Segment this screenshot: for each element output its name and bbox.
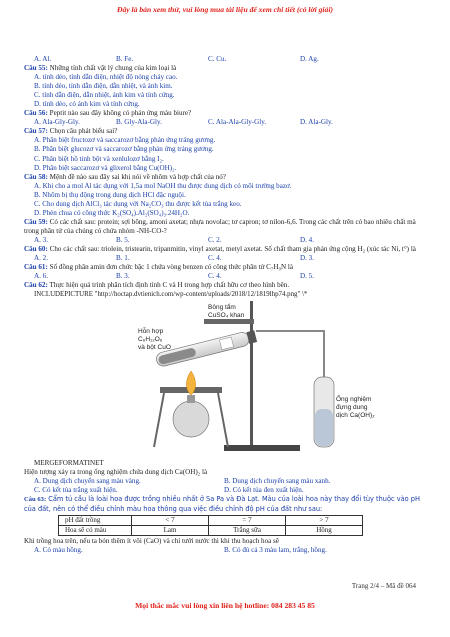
q59-option-b[interactable]: B. 5. — [116, 235, 130, 244]
table-cell: = 7 — [209, 515, 286, 525]
q62-option-b[interactable]: B. Dung dịch chuyển sang màu xanh. — [224, 477, 331, 486]
q63-text: Cẩm tú cầu là loài hoa được trồng nhiều nhất ở Sa Pa và Đà Lạt. Màu của loài hoa này thay đổi tùy thuộc vào pH của đất, nên có thể điều chỉnh màu hoa thông qua việc điều chỉnh độ pH của đất như sau: — [24, 495, 420, 514]
q59-options — [24, 236, 424, 245]
q55-option-b[interactable]: B. tính dẻo, tính dẫn điện, dẫn nhiệt, và ánh kim. — [34, 82, 173, 91]
q62-question: Hiện tượng xảy ra trong ống nghiệm chứa dung dịch Ca(OH)₂ là — [24, 468, 208, 477]
flame-icon — [186, 371, 195, 395]
exam-content — [24, 55, 424, 555]
q63-question: Khi trồng hoa trên, nếu ta bón thêm ít vôi (CaO) và chỉ tưới nước thì khi thu hoạch hoa sẽ — [24, 536, 279, 545]
q56-label: Câu 56: — [24, 109, 48, 118]
label-mixture-1: Hỗn hợp — [138, 328, 164, 336]
q60-option-d[interactable]: D. 3. — [300, 254, 314, 263]
q62-options-row1 — [24, 477, 424, 486]
label-cuso4: CuSO₄ khan — [208, 312, 245, 320]
q57-option-c[interactable]: C. Phân biệt hồ tinh bột và xenlulozơ bằng I₂. — [34, 154, 164, 163]
tripod-leg — [218, 393, 228, 447]
label-cotton: Bông tẩm — [208, 304, 236, 312]
label-mixture-2: C₆H₁₂O₆ — [138, 336, 163, 344]
table-cell: Trắng sữa — [209, 525, 286, 535]
q54-option-a[interactable]: A. Al. — [34, 55, 52, 63]
q58-option-a[interactable]: A. Khi cho a mol Al tác dụng với 1,5a mol NaOH thu được dung dịch có môi trường bazơ. — [34, 181, 292, 190]
q62-text: Thực hiện quá trình phân tích định tính C và H trong hợp chất hữu cơ theo hình bên. — [49, 281, 290, 290]
lime-water — [315, 409, 333, 446]
preview-banner: Đây là bản xem thử, vui lòng mua tài liệu để xem chi tiết (có lời giải) — [117, 5, 333, 14]
q56-option-c[interactable]: C. Ala-Ala-Gly-Gly. — [208, 118, 267, 127]
table-cell: Lam — [132, 525, 209, 535]
experiment-diagram — [24, 299, 424, 459]
tripod-leg — [154, 393, 164, 447]
q55-option-a[interactable]: A. tính dẻo, tính dẫn điện, nhiệt độ nóng chảy cao. — [34, 73, 178, 82]
label-mixture-3: và bột CuO — [138, 344, 171, 352]
q56-options — [24, 118, 424, 127]
hotline-banner: Mọi thắc mắc vui lòng xin liên hệ hotline: 084 283 45 85 — [135, 601, 315, 610]
label-tube-2: đựng dung — [336, 404, 368, 412]
q61-text: Số đồng phân amin đơn chức bậc 1 chứa vòng benzen có công thức phân tử C₇H₉N là — [49, 263, 293, 272]
table-cell: Hoa sẽ có màu — [59, 525, 132, 535]
table-cell: pH đất trồng — [59, 515, 132, 525]
question-57 — [24, 127, 424, 136]
q56-option-d[interactable]: D. Ala-Gly. — [300, 118, 333, 127]
mergeformat-field: MERGEFORMATINET — [34, 459, 104, 468]
page-number: Trang 2/4 – Mã đề 064 — [351, 582, 416, 590]
q56-option-a[interactable]: A. Ala-Gly-Gly. — [34, 118, 80, 127]
table-cell: < 7 — [132, 515, 209, 525]
table-row — [59, 515, 363, 525]
q62-option-c[interactable]: C. Có kết tủa trắng xuất hiện. — [34, 486, 118, 495]
question-63 — [24, 495, 424, 513]
q54-option-d[interactable]: D. Ag. — [300, 55, 319, 63]
q58-text: Mệnh đề nào sau đây sai khi nói về nhôm và hợp chất của nó? — [49, 172, 226, 181]
q60-option-b[interactable]: B. 1. — [116, 254, 130, 263]
lamp-wick — [187, 395, 195, 403]
q62-option-d[interactable]: D. Có kết tủa đen xuất hiện. — [224, 486, 304, 495]
q55-option-d[interactable]: D. tính dẻo, có ánh kim và tính cứng. — [34, 100, 140, 109]
q63-option-b[interactable]: B. Có đủ cả 3 màu lam, trắng, hồng. — [224, 545, 327, 554]
q61-label: Câu 61: — [24, 263, 48, 272]
q61-option-a[interactable]: A. 6. — [34, 272, 48, 281]
q56-text: Peptit nào sau đây không có phản ứng màu biure? — [49, 109, 192, 118]
question-55 — [24, 64, 424, 73]
q57-label: Câu 57: — [24, 127, 48, 136]
question-56 — [24, 109, 424, 118]
q59-option-c[interactable]: C. 2. — [208, 235, 222, 244]
q59-option-a[interactable]: A. 3. — [34, 235, 48, 244]
q58-option-d[interactable]: D. Phèn chua có công thức K₂(SO₄).Al₂(SO₄)₃.24H₂O. — [34, 208, 190, 217]
q58-label: Câu 58: — [24, 172, 48, 181]
q60-options — [24, 254, 424, 263]
q60-text: Cho các chất sau: triolein, tristearin, tripanmitin, vinyl axetat, metyl axetat. Số chất tham gia phản ứng cộng H₂ (xúc tác Ni, t°) là — [49, 244, 416, 253]
q57-option-b[interactable]: B. Phân biệt glucozơ và saccarozơ bằng phản ứng tráng gương. — [34, 145, 214, 154]
stand-base — [224, 445, 300, 451]
experiment-figure — [24, 299, 424, 459]
q57-text: Chọn câu phát biểu sai? — [49, 127, 118, 136]
q57-option-d[interactable]: D. Phân biệt saccarozơ và glixerol bằng Cu(OH)₂. — [34, 163, 177, 172]
table-cell: Hồng — [286, 525, 363, 535]
q63-option-a[interactable]: A. Có màu hồng. — [34, 545, 83, 554]
q63-label: Câu 63: — [24, 496, 47, 504]
q57-option-a[interactable]: A. Phân biệt fructozơ và saccarozơ bằng phản ứng tráng gương. — [34, 136, 216, 145]
q59-option-d[interactable]: D. 4. — [300, 235, 314, 244]
includepicture-field: INCLUDEPICTURE "http://hoctap.dvtienich.com/wp-content/uploads/2018/12/1819lhp74.png" \* — [34, 291, 308, 299]
question-58 — [24, 173, 424, 182]
q62-label: Câu 62: — [24, 281, 48, 290]
table-row — [59, 525, 363, 535]
q55-text: Những tính chất vật lý chung của kim loại là — [49, 64, 177, 73]
q58-option-b[interactable]: B. Nhôm bị thụ động trong dung dịch HCl đặc nguội. — [34, 190, 186, 199]
q56-option-b[interactable]: B. Gly-Ala-Gly. — [116, 118, 162, 127]
stand-clamp — [204, 319, 254, 324]
q59-text: Có các chất sau: protein; sợi bông, amoni axetat; nhựa novolac; tơ capron; tơ nilon-6,6. Trong các chất trên có bao nhiêu chất mà trong phân tử của chúng có chứa nhóm -NH-CO-? — [24, 217, 416, 235]
q61-option-c[interactable]: C. 4. — [208, 272, 222, 281]
page-footer — [0, 582, 450, 590]
question-60 — [24, 245, 424, 254]
question-61 — [24, 263, 424, 272]
label-tube-1: Ống nghiệm — [336, 396, 372, 404]
q54-option-c[interactable]: C. Cu. — [208, 55, 227, 63]
q60-option-a[interactable]: A. 2. — [34, 254, 48, 263]
q54-option-b[interactable]: B. Fe. — [116, 55, 134, 63]
q55-option-c[interactable]: C. tính dẫn điện, dẫn nhiệt, ánh kim và tính cứng. — [34, 91, 175, 100]
q62-option-a[interactable]: A. Dung dịch chuyển sang màu vàng. — [34, 477, 141, 486]
q61-option-d[interactable]: D. 5. — [300, 272, 314, 281]
table-cell: > 7 — [286, 515, 363, 525]
q61-option-b[interactable]: B. 3. — [116, 272, 130, 281]
q60-option-c[interactable]: C. 4. — [208, 254, 222, 263]
ph-color-table — [58, 515, 363, 536]
question-59 — [24, 218, 424, 236]
q59-label: Câu 59: — [24, 217, 48, 226]
question-62 — [24, 281, 424, 290]
alcohol-lamp — [173, 401, 209, 437]
q58-option-c[interactable]: C. Cho dung dịch AlCl₃ tác dụng với Na₂CO₃ thu được kết tủa trắng keo. — [34, 199, 242, 208]
q54-options — [24, 55, 424, 64]
q63-options — [24, 546, 424, 555]
q55-label: Câu 55: — [24, 64, 48, 73]
label-tube-3: dịch Ca(OH)₂ — [336, 412, 375, 420]
q61-options — [24, 272, 424, 281]
q60-label: Câu 60: — [24, 244, 48, 253]
